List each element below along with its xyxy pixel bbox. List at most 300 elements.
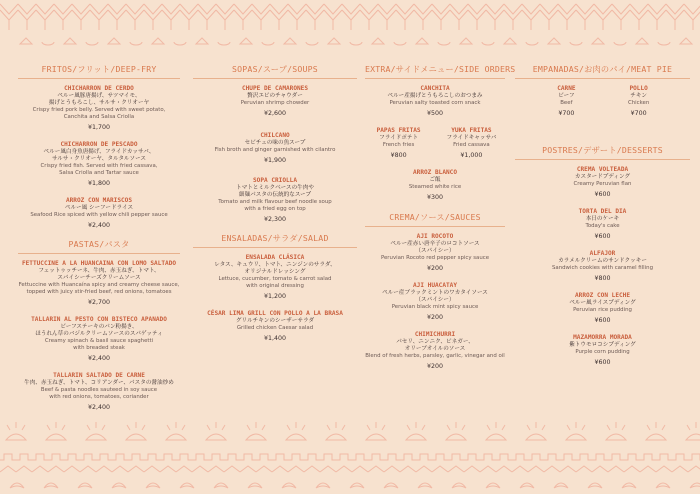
item-name: CHILCANO: [260, 132, 290, 139]
ray-ornament: [647, 422, 665, 430]
menu-item: [605, 85, 672, 118]
item-jp: ビーフステーキのパン粉揚き、 ほうれん草のバジルクリームソースのスパゲッティ: [35, 324, 163, 337]
zigzag-ornament: [592, 466, 608, 472]
triangle-ornament: [504, 38, 516, 44]
triangle-ornament: [108, 38, 120, 44]
zigzag-ornament: [522, 10, 540, 20]
triangle-ornament: [284, 38, 296, 44]
zigzag-ornament: [324, 10, 342, 20]
zigzag-ornament: [432, 466, 448, 472]
sun-ornament: [86, 434, 106, 440]
triangle-ornament: [240, 38, 252, 44]
triangle-ornament: [64, 38, 76, 44]
ray-ornament: [487, 422, 505, 430]
sun-ornament: [606, 434, 626, 440]
item-price: ¥800: [594, 275, 611, 282]
item-jp: 牛肉、赤玉ねぎ、トマト、コリアンダー、パスタの醤油炒め: [24, 380, 174, 386]
step-ornament: [48, 454, 64, 460]
zigzag-ornament: [384, 466, 400, 472]
zigzag-ornament: [414, 10, 432, 20]
item-price: ¥1,900: [263, 157, 287, 164]
menu-item: [515, 208, 690, 241]
triangle-ornament: [592, 38, 604, 44]
menu-item: [18, 372, 180, 412]
item-name: MAZAMORRA MORADA: [573, 334, 632, 341]
ray-ornament: [687, 422, 700, 430]
zigzag-ornament: [112, 466, 128, 472]
triangle-ornament: [460, 38, 472, 44]
menu-column-1: [18, 64, 180, 421]
item-en: Sandwich cookies with caramel filling: [551, 265, 654, 271]
zigzag-ornament: [198, 10, 216, 20]
item-en: Peruvian black mint spicy sauce: [391, 304, 479, 310]
item-en: Peruvian Rocoto red pepper spicy sauce: [380, 255, 490, 261]
item-en: Grilled chicken Caesar salad: [236, 325, 314, 331]
zigzag-ornament: [468, 10, 486, 20]
step-ornament: [672, 454, 688, 460]
zigzag-ornament: [560, 466, 576, 472]
leaf-ornament: [452, 483, 466, 488]
item-price: ¥1,200: [263, 293, 287, 300]
item-price: ¥2,600: [263, 110, 287, 117]
step-ornament: [576, 454, 592, 460]
section-divider: [515, 78, 690, 79]
item-name: ARROZ CON LECHE: [574, 292, 631, 299]
menu-item: [365, 127, 432, 160]
step-ornament: [144, 454, 160, 460]
zigzag-ornament: [656, 466, 672, 472]
sun-ornament: [286, 434, 306, 440]
item-jp: カスタードプディング: [574, 174, 631, 180]
menu-section: [515, 64, 690, 127]
menu-item: [533, 85, 600, 118]
item-price: ¥2,400: [87, 404, 111, 411]
menu-section: [365, 64, 516, 202]
item-en: Peruvian salty toasted corn snack: [389, 100, 481, 106]
step-ornament: [176, 454, 192, 460]
step-ornament: [400, 454, 416, 460]
zigzag-ornament: [432, 10, 450, 20]
zigzag-ornament: [48, 466, 64, 472]
zigzag-ornament: [576, 466, 592, 472]
moon-ornament: [130, 42, 142, 45]
zigzag-ornament: [32, 466, 48, 472]
item-jp: トマトとミルクベースの牛肉や 細麺パスタの伝統的なスープ: [236, 185, 314, 198]
item-price: ¥800: [390, 152, 407, 159]
item-en: Lettuce, cucumber, tomato & carrot salad with original dressing: [218, 276, 332, 289]
ray-ornament: [7, 422, 25, 430]
zigzag-ornament: [528, 466, 544, 472]
zigzag-ornament: [18, 10, 36, 20]
item-jp: 本日のケーキ: [585, 216, 620, 222]
step-ornament: [480, 454, 496, 460]
item-en: Seafood Rice spiced with yellow chili pepper sauce: [30, 212, 168, 218]
zigzag-ornament: [336, 466, 352, 472]
leaf-ornament: [656, 483, 670, 488]
empanada-pair-row: [515, 85, 690, 127]
zigzag-ornament: [96, 466, 112, 472]
step-ornament: [256, 454, 272, 460]
leaf-ornament: [588, 483, 602, 488]
bottom-pattern-band: [0, 420, 700, 494]
menu-item: [18, 260, 180, 307]
item-name: POLLO: [629, 85, 648, 92]
leaf-ornament: [622, 483, 636, 488]
triangle-ornament: [680, 38, 692, 44]
leaf-ornament: [180, 483, 194, 488]
zigzag-ornament: [256, 466, 272, 472]
step-ornament: [320, 454, 336, 460]
item-en: Tomato and milk flavour beef noodle soup with a fried egg on top: [218, 199, 332, 212]
section-title: ENSALADAS/サラダ/SALAD: [221, 233, 329, 243]
moon-ornament: [394, 42, 406, 45]
zigzag-ornament: [240, 466, 256, 472]
zigzag-ornament: [304, 466, 320, 472]
item-jp: グリルチキンのシーザーサラダ: [235, 318, 315, 324]
sun-ornament: [246, 434, 266, 440]
step-ornament: [16, 454, 32, 460]
menu-item: [18, 197, 180, 230]
step-ornament: [272, 454, 288, 460]
moon-ornament: [658, 42, 670, 45]
step-ornament: [624, 454, 640, 460]
item-jp: 紫トウモロコシプディング: [569, 342, 636, 348]
zigzag-ornament: [400, 466, 416, 472]
item-name: CÉSAR LIMA GRILL CON POLLO A LA BRASA: [207, 310, 343, 317]
item-name: TALLARIN SALTADO DE CARNE: [53, 372, 145, 379]
zigzag-ornament: [160, 466, 176, 472]
item-jp: 贅沢エビのチャウダー: [247, 93, 303, 99]
triangle-ornament: [372, 38, 384, 44]
menu-section: [365, 212, 505, 371]
step-ornament: [368, 454, 384, 460]
leaf-ornament: [554, 483, 568, 488]
menu-section: [515, 145, 690, 367]
menu-item: [515, 166, 690, 199]
ray-ornament: [447, 422, 465, 430]
menu-item: [515, 334, 690, 367]
section-title: PASTAS/パスタ: [68, 239, 130, 249]
step-ornament: [608, 454, 624, 460]
moon-ornament: [42, 42, 54, 45]
ray-ornament: [87, 422, 105, 430]
triangle-ornament: [636, 38, 648, 44]
moon-ornament: [174, 42, 186, 45]
zigzag-ornament: [352, 466, 368, 472]
section-title: FRITOS/フリット/DEEP-FRY: [41, 64, 157, 74]
zigzag-ornament: [192, 466, 208, 472]
item-price: ¥600: [594, 233, 611, 240]
zigzag-ornament: [64, 466, 80, 472]
section-divider: [515, 159, 690, 160]
item-en: French fries: [382, 142, 415, 148]
item-price: ¥200: [426, 363, 444, 370]
section-divider: [193, 247, 357, 248]
triangle-ornament: [20, 38, 32, 44]
item-price: ¥300: [426, 194, 444, 201]
zigzag-ornament: [144, 10, 162, 20]
step-ornament: [32, 454, 48, 460]
step-ornament: [80, 454, 96, 460]
step-ornament: [240, 454, 256, 460]
item-price: ¥700: [630, 110, 647, 117]
menu-item: [193, 132, 357, 165]
item-price: ¥200: [426, 265, 444, 272]
sun-ornament: [526, 434, 546, 440]
leaf-ornament: [78, 483, 92, 488]
item-name: CANCHITA: [420, 85, 450, 92]
step-ornament: [528, 454, 544, 460]
step-ornament: [512, 454, 528, 460]
menu-column-4: [515, 64, 690, 376]
leaf-ornament: [486, 483, 500, 488]
zigzag-ornament: [496, 466, 512, 472]
ray-ornament: [567, 422, 585, 430]
step-ornament: [208, 454, 224, 460]
item-price: ¥1,800: [87, 180, 111, 187]
section-divider: [18, 253, 180, 254]
side-pair-row: [365, 127, 505, 169]
sun-ornament: [326, 434, 346, 440]
leaf-ornament: [112, 483, 126, 488]
section-title: SOPAS/スープ/SOUPS: [232, 64, 318, 74]
zigzag-ornament: [608, 466, 624, 472]
step-ornament: [448, 454, 464, 460]
zigzag-ornament: [272, 466, 288, 472]
triangle-ornament: [196, 38, 208, 44]
item-price: ¥600: [594, 359, 611, 366]
zigzag-ornament: [72, 10, 90, 20]
menu-item: [365, 169, 505, 202]
item-name: AJI ROCOTO: [416, 233, 454, 240]
zigzag-ornament: [378, 10, 396, 20]
sun-ornament: [406, 434, 426, 440]
zigzag-ornament: [672, 466, 688, 472]
zigzag-ornament: [90, 10, 108, 20]
item-name: CHICHARRON DE CERDO: [64, 85, 134, 92]
section-title: CREMA/ソース/SAUCES: [389, 212, 481, 222]
item-name: ARROZ BLANCO: [412, 169, 458, 176]
item-price: ¥500: [426, 110, 444, 117]
menu-item: [18, 316, 180, 363]
sun-ornament: [486, 434, 506, 440]
sun-ornament: [206, 434, 226, 440]
menu-item: [18, 85, 180, 132]
step-ornament: [496, 454, 512, 460]
ray-ornament: [47, 422, 65, 430]
zigzag-ornament: [594, 10, 612, 20]
item-name: CREMA VOLTEADA: [576, 166, 629, 173]
item-name: ARROZ CON MARISCOS: [65, 197, 133, 204]
item-name: CARNE: [557, 85, 576, 92]
menu-column-2: [193, 64, 357, 352]
step-ornament: [96, 454, 112, 460]
menu-item: [515, 292, 690, 325]
moon-ornament: [86, 42, 98, 45]
zigzag-ornament: [306, 10, 324, 20]
zigzag-ornament: [666, 10, 684, 20]
item-jp: レタス、キュウリ、トマト、ニンジンのサラダ、 オリジナルドレッシング: [214, 262, 336, 275]
zigzag-ornament: [368, 466, 384, 472]
item-price: ¥2,400: [87, 355, 111, 362]
zigzag-ornament: [288, 466, 304, 472]
item-jp: ペルー風ライスプディング: [569, 300, 636, 306]
step-ornament: [544, 454, 560, 460]
ray-ornament: [127, 422, 145, 430]
item-price: ¥600: [594, 317, 611, 324]
menu-column-3: [365, 64, 516, 380]
item-name: TALLARIN AL PESTO CON BISTECO APANADO: [31, 316, 167, 323]
zigzag-ornament: [630, 10, 648, 20]
zigzag-ornament: [16, 466, 32, 472]
step-ornament: [192, 454, 208, 460]
section-title: EMPANADAS/お肉のパイ/MEAT PIE: [532, 64, 673, 74]
menu-item: [365, 233, 505, 273]
zigzag-ornament: [126, 10, 144, 20]
item-en: Crispy fried fish. Served with fried cassava, Salsa Criolla and Tartar sauce: [40, 163, 158, 176]
ray-ornament: [527, 422, 545, 430]
item-en: Peruvian rice pudding: [573, 307, 632, 313]
item-name: SOPA CRIOLLA: [252, 177, 298, 184]
zigzag-ornament: [234, 10, 252, 20]
zigzag-ornament: [342, 10, 360, 20]
moon-ornament: [526, 42, 538, 45]
item-en: Blend of fresh herbs, parsley, garlic, vinegar and oil: [365, 353, 505, 359]
ray-ornament: [367, 422, 385, 430]
ray-ornament: [327, 422, 345, 430]
menu-item: [365, 282, 505, 322]
sun-ornament: [6, 434, 26, 440]
step-ornament: [64, 454, 80, 460]
zigzag-ornament: [0, 10, 18, 20]
moon-ornament: [218, 42, 230, 45]
zigzag-ornament: [360, 10, 378, 20]
zigzag-ornament: [558, 10, 576, 20]
item-jp: ご飯: [429, 177, 441, 183]
moon-ornament: [482, 42, 494, 45]
triangle-ornament: [152, 38, 164, 44]
item-price: ¥2,400: [87, 222, 111, 229]
leaf-ornament: [214, 483, 228, 488]
leaf-ornament: [10, 483, 24, 488]
moon-ornament: [570, 42, 582, 45]
step-ornament: [336, 454, 352, 460]
item-en: Beef & pasta noodles sauteed in soy sauce with red onions, tomatoes, coriander: [40, 387, 158, 400]
section-title: EXTRA/サイドメニュー/SIDE ORDERS: [365, 64, 516, 74]
step-ornament: [0, 454, 16, 460]
zigzag-ornament: [684, 10, 700, 20]
item-name: CHICHARRON DE PESCADO: [60, 141, 138, 148]
menu-item: [438, 127, 505, 160]
ray-ornament: [207, 422, 225, 430]
zigzag-ornament: [464, 466, 480, 472]
zigzag-ornament: [176, 466, 192, 472]
menu-item: [365, 331, 505, 371]
ray-ornament: [167, 422, 185, 430]
moon-ornament: [350, 42, 362, 45]
zigzag-ornament: [416, 466, 432, 472]
leaf-ornament: [282, 483, 296, 488]
zigzag-ornament: [36, 10, 54, 20]
sun-ornament: [166, 434, 186, 440]
zigzag-ornament: [54, 10, 72, 20]
zigzag-ornament: [640, 466, 656, 472]
item-jp: セビチェの味の魚スープ: [244, 140, 306, 146]
item-jp: カラメルクリームのサンドクッキー: [558, 258, 647, 264]
zigzag-ornament: [396, 10, 414, 20]
sun-ornament: [566, 434, 586, 440]
section-title: POSTRES/デザート/DESSERTS: [542, 145, 663, 155]
item-jp: ペルー産揚げとうもろこしのおつまみ: [387, 93, 483, 99]
zigzag-ornament: [288, 10, 306, 20]
zigzag-ornament: [648, 10, 666, 20]
item-jp: ペルー風白身魚唐揚げ、フライドカッサバ、 サルサ・クリオーヤ、タルタルソース: [43, 149, 155, 162]
step-ornament: [304, 454, 320, 460]
top-pattern-band: [0, 0, 700, 52]
menu-item: [193, 310, 357, 343]
item-price: ¥600: [594, 191, 611, 198]
zigzag-ornament: [576, 10, 594, 20]
menu-item: [193, 85, 357, 118]
zigzag-ornament: [450, 10, 468, 20]
menu-section: [18, 64, 180, 230]
item-jp: パセリ、ニンニク、ビネガー、 オリーブオイルのソース: [396, 339, 474, 352]
item-en: Beef: [560, 100, 573, 106]
item-name: YUKA FRITAS: [451, 127, 492, 134]
menu-section: [193, 64, 357, 224]
zigzag-ornament: [208, 466, 224, 472]
step-ornament: [432, 454, 448, 460]
item-en: Today's cake: [585, 223, 620, 229]
item-jp: フライドポテト: [379, 135, 419, 141]
item-en: Peruvian shrimp chowder: [240, 100, 310, 106]
moon-ornament: [306, 42, 318, 45]
ray-ornament: [407, 422, 425, 430]
item-price: ¥2,700: [87, 299, 111, 306]
item-en: Purple corn pudding: [575, 349, 630, 355]
leaf-ornament: [316, 483, 330, 488]
item-price: ¥700: [558, 110, 575, 117]
menu-section: [193, 233, 357, 343]
item-en: Creamy spinach & basil sauce spaghetti with breaded steak: [44, 338, 154, 351]
item-jp: ビーフ: [558, 93, 575, 99]
step-ornament: [224, 454, 240, 460]
zigzag-ornament: [224, 466, 240, 472]
zigzag-ornament: [320, 466, 336, 472]
zigzag-ornament: [544, 466, 560, 472]
step-ornament: [128, 454, 144, 460]
menu-item: [515, 250, 690, 283]
item-en: Fettuccine with Huancaína spicy and creamy cheese sauce, topped with juicy stir-fried beef, red onions, tomatoes: [18, 282, 180, 295]
moon-ornament: [262, 42, 274, 45]
zigzag-ornament: [128, 466, 144, 472]
leaf-ornament: [690, 483, 700, 488]
zigzag-ornament: [540, 10, 558, 20]
section-divider: [18, 78, 180, 79]
zigzag-ornament: [180, 10, 198, 20]
step-ornament: [288, 454, 304, 460]
zigzag-ornament: [624, 466, 640, 472]
item-name: CHUPE DE CAMARONES: [241, 85, 309, 92]
zigzag-ornament: [216, 10, 234, 20]
item-name: CHIMICHURRI: [414, 331, 456, 338]
item-jp: チキン: [630, 93, 647, 99]
item-en: Fish broth and ginger garnished with cilantro: [214, 147, 336, 153]
sun-ornament: [446, 434, 466, 440]
item-en: Creamy Peruvian flan: [573, 181, 632, 187]
item-name: PAPAS FRITAS: [376, 127, 421, 134]
item-jp: フェットゥッチーネ、牛肉、赤玉ねぎ、トマト、 スパイシーチーズクリームソース: [38, 268, 160, 281]
